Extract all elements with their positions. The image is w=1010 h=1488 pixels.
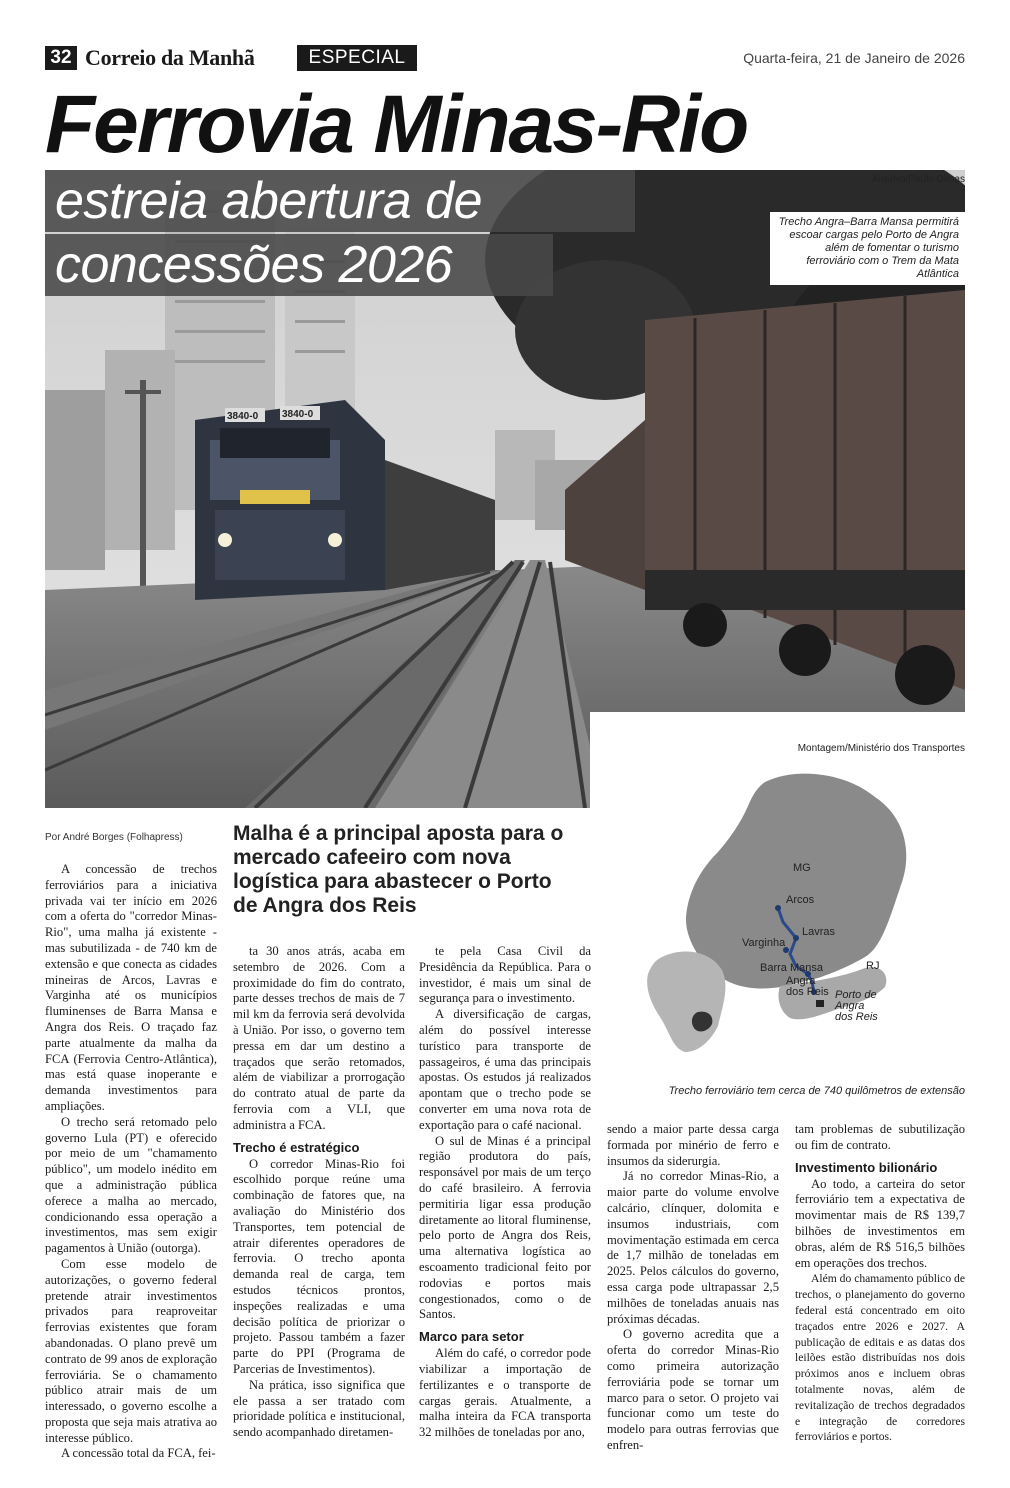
- paragraph: O trecho será retomado pelo governo Lula (PT) e oferecido por meio de um "chamamento público", um modelo inédito em que a administração pública oferece a malha ao mercado, condicionando essa operação a investimentos, mas sem exigir pagamentos à União (outorga).: [45, 1114, 217, 1256]
- article-column-4: [607, 1122, 779, 1454]
- page-number: 32: [45, 46, 77, 70]
- byline: Por André Borges (Folhapress): [45, 832, 183, 843]
- paragraph: Ao todo, a carteira do setor ferroviário tem a expectativa de movimentar mais de R$ 139,7 bilhões de investimentos em obras, além de R$ 516,5 bilhões em operações dos trechos.: [795, 1176, 965, 1270]
- paragraph: A concessão de trechos ferroviários para a iniciativa privada vai ter início em 2026 com a oferta do "corredor Minas-Rio", uma malha já existente - mas subutilizada - de 740 km de extensão e que conecta as cidades mineiras de Arcos, Lavras e Varginha até os municípios fluminenses de Barra Mansa e Angra dos Reis. O traçado faz parte atualmente da malha da FCA (Ferrovia Centro-Atlântica), mas está quase inoperante e demanda investimentos para ampliações.: [45, 862, 217, 1113]
- paragraph: Além do café, o corredor pode viabilizar a importação de fertilizantes e o transporte de cargas gerais. Atualmente, a malha inteira da FCA transporta 32 milhões de toneladas por ano,: [419, 1346, 591, 1440]
- map-label-angra: [786, 976, 829, 998]
- map-label-porto-line-1: Porto de: [835, 989, 877, 1001]
- paragraph: te pela Casa Civil da Presidência da República. Para o investidor, é mais um sinal de segurança para o investimento.: [419, 944, 591, 1006]
- paragraph: A concessão total da FCA, fei-: [61, 1446, 216, 1461]
- photo-credit: Arquivo/Paulo Dimas: [871, 174, 965, 185]
- map-label-angra-line-1: Angra: [786, 975, 816, 987]
- map-label-lavras: Lavras: [802, 926, 836, 938]
- photo-caption: Trecho Angra–Barra Mansa permitirá escoar cargas pelo Porto de Angra além de fomentar o turismo ferroviário com o Trem da Mata Atlântica: [770, 212, 965, 285]
- section-tag: ESPECIAL: [297, 45, 417, 71]
- headline: Ferrovia Minas-Rio: [45, 79, 748, 170]
- map-label-varginha: Varginha: [742, 937, 786, 949]
- map-illustration: [590, 742, 970, 1082]
- paragraph: Com esse modelo de autorizações, o governo federal pretende atrair investimentos privados para reaproveitar ferrovias existentes que foram abandonadas. O plano prevê um contrato de 99 anos de exploração ferroviária. Se o chamamento público atrair mais de um interessado, o governo escolhe a proposta que seja mais atrativa ao interesse público.: [45, 1256, 217, 1445]
- route-map: [590, 712, 970, 1097]
- map-label-rj: RJ: [866, 960, 880, 972]
- paragraph: ta 30 anos atrás, acaba em setembro de 2026. Com a proximidade do fim do contrato, parte desses trechos de mais de 7 mil km da ferrovia será devolvida à União. Por isso, o governo tem pressa em dar um destino a traçados que serão retomados, além de viabilizar a prorrogação do contrato atual de parte da ferrovia com a VLI, que administra a FCA.: [233, 944, 405, 1132]
- map-label-barra-mansa: Barra Mansa: [760, 962, 823, 974]
- subheadline-line-2: concessões 2026: [45, 234, 553, 296]
- issue-date: Quarta-feira, 21 de Janeiro de 2026: [743, 50, 965, 66]
- subhead-trecho-estrategico: Trecho é estratégico: [233, 1139, 360, 1155]
- loco-number-right: 3840-0: [282, 409, 314, 420]
- map-label-angra-line-2: dos Reis: [786, 986, 829, 998]
- paragraph: O corredor Minas-Rio foi escolhido porque reúne uma combinação de fatores que, na avaliação do Ministério dos Transportes, tem potencial de atrair diferentes operadores de ferrovia. O trecho aponta demanda real de carga, tem estudos técnicos prontos, inspeções realizadas e uma decisão política de priorizar o projeto. Passou também a fazer parte do PPI (Programa de Parcerias de Investimentos).: [233, 1156, 405, 1376]
- loco-number-left: 3840-0: [227, 411, 259, 422]
- article-column-5: [795, 1122, 965, 1445]
- paragraph: A diversificação de cargas, além do possível interesse turístico para transporte de passageiros, é uma das principais apostas. Os estudos já realizados apontam que o trecho pode se converter em uma nova rota de exportação para o café nacional.: [419, 1007, 591, 1132]
- article-deck: Malha é a principal aposta para o mercado cafeeiro com nova logística para abastecer o Porto de Angra dos Reis: [233, 822, 564, 917]
- map-label-porto: [835, 990, 878, 1023]
- map-label-porto-line-2: Angra: [835, 1000, 865, 1012]
- subhead-marco-para-setor: Marco para setor: [419, 1329, 524, 1345]
- map-label-arcos: Arcos: [786, 894, 815, 906]
- map-label-mg: MG: [793, 862, 811, 874]
- subhead-investimento-bilionario: Investimento bilionário: [795, 1159, 938, 1175]
- paragraph: Além do chamamento público de trechos, o planejamento do governo federal está concentrado em oito traçados entre 2026 e 2027. A publicação de editais e as datas dos leilões estão distribuídas nos dois próximos anos e incluem obras totalmente novas, além de revitalização de trechos degradados e integração de corredores ferroviários e portos.: [795, 1272, 965, 1444]
- paragraph: Já no corredor Minas-Rio, a maior parte do volume envolve calcário, clínquer, dolomita e insumos industriais, com movimentação estimada em cerca de 1,7 milhão de toneladas em 2025. Pelos cálculos do governo, essa carga pode ultrapassar 2,5 milhões de toneladas anuais nas próximas décadas.: [607, 1169, 779, 1326]
- paragraph: O sul de Minas é a principal região produtora do país, responsável por mais de um terço do café brasileiro. A ferrovia permitiria ligar essa produção diretamente ao litoral fluminense, pelo porto de Angra dos Reis, uma alternativa logística ao escoamento tradicional feito por rodovias e portos mais congestionados, como o de Santos.: [419, 1133, 591, 1322]
- map-label-porto-line-3: dos Reis: [835, 1011, 878, 1023]
- newspaper-name: Correio da Manhã: [85, 45, 255, 70]
- subheadline-banner: [45, 170, 635, 300]
- paragraph: O governo acredita que a oferta do corredor Minas-Rio como primeira autorização ferroviária pode se tornar um marco para o setor. O projeto vai funcionar como um teste do modelo para outras ferrovias que enfren-: [607, 1327, 779, 1452]
- paragraph: sendo a maior parte dessa carga formada por minério de ferro e insumos da siderurgia.: [607, 1122, 779, 1168]
- article-column-1: [45, 862, 217, 1462]
- map-caption: Trecho ferroviário tem cerca de 740 quilômetros de extensão: [668, 1085, 965, 1097]
- paragraph: Na prática, isso significa que ele passa a ser tratado com prioridade política e institucional, sendo acompanhado diretamen-: [233, 1377, 405, 1440]
- map-credit: Montagem/Ministério dos Transportes: [797, 743, 965, 754]
- paragraph: tam problemas de subutilização ou fim de contrato.: [795, 1122, 965, 1152]
- article-column-2: [233, 944, 405, 1441]
- article-column-3: [419, 944, 591, 1441]
- subheadline-line-1: estreia abertura de: [45, 170, 635, 232]
- page-header: [45, 44, 965, 74]
